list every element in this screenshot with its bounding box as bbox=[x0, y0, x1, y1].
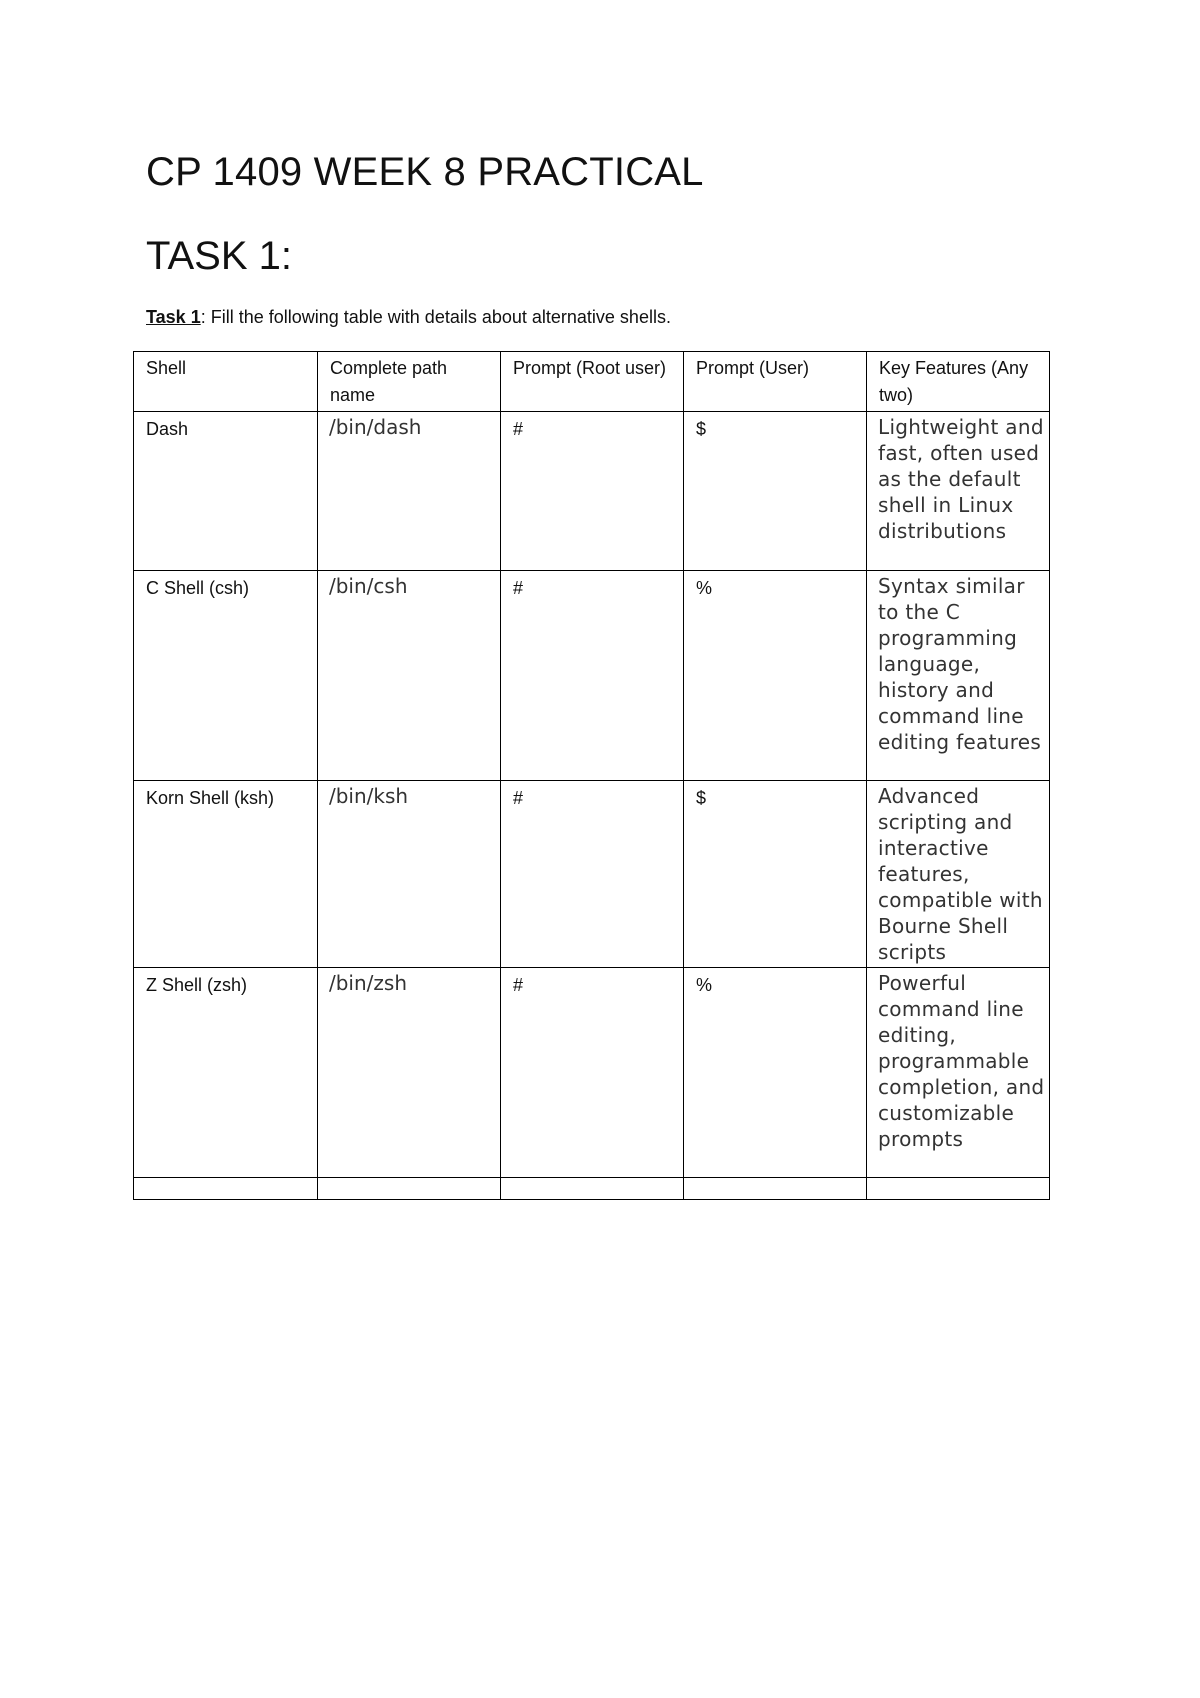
header-prompt-user: Prompt (User) bbox=[684, 352, 867, 412]
header-features: Key Features (Any two) bbox=[867, 352, 1050, 412]
path-cell: /bin/zsh bbox=[318, 968, 501, 1178]
path-cell: /bin/dash bbox=[318, 412, 501, 571]
document-title: CP 1409 WEEK 8 PRACTICAL bbox=[146, 150, 704, 194]
header-prompt-root: Prompt (Root user) bbox=[501, 352, 684, 412]
prompt-root-cell: # bbox=[501, 571, 684, 781]
prompt-root-cell: # bbox=[501, 412, 684, 571]
task-reference: Task 1 bbox=[146, 307, 201, 327]
table-row bbox=[134, 781, 1050, 968]
prompt-user-cell: % bbox=[684, 968, 867, 1178]
task-heading: TASK 1: bbox=[146, 234, 292, 278]
features-cell: Powerful command line editing, programmable completion, and customizable prompts bbox=[867, 968, 1050, 1178]
table-row bbox=[134, 412, 1050, 571]
empty-cell bbox=[867, 1178, 1050, 1200]
task-instruction bbox=[146, 307, 671, 329]
features-cell: Lightweight and fast, often used as the default shell in Linux distributions bbox=[867, 412, 1050, 571]
shell-name-cell: Dash bbox=[134, 412, 318, 571]
header-path: Complete path name bbox=[318, 352, 501, 412]
prompt-root-cell: # bbox=[501, 968, 684, 1178]
instruction-text: : Fill the following table with details about alternative shells. bbox=[200, 307, 671, 327]
shell-name-cell: C Shell (csh) bbox=[134, 571, 318, 781]
empty-cell bbox=[501, 1178, 684, 1200]
shells-table bbox=[133, 351, 1050, 1200]
empty-cell bbox=[684, 1178, 867, 1200]
empty-cell bbox=[318, 1178, 501, 1200]
prompt-root-cell: # bbox=[501, 781, 684, 968]
shell-name-cell: Korn Shell (ksh) bbox=[134, 781, 318, 968]
prompt-user-cell: $ bbox=[684, 781, 867, 968]
empty-table-row bbox=[134, 1178, 1050, 1200]
table-header-row bbox=[134, 352, 1050, 412]
prompt-user-cell: $ bbox=[684, 412, 867, 571]
path-cell: /bin/ksh bbox=[318, 781, 501, 968]
empty-cell bbox=[134, 1178, 318, 1200]
shell-name-cell: Z Shell (zsh) bbox=[134, 968, 318, 1178]
path-cell: /bin/csh bbox=[318, 571, 501, 781]
table-row bbox=[134, 571, 1050, 781]
features-cell: Advanced scripting and interactive features, compatible with Bourne Shell scripts bbox=[867, 781, 1050, 968]
prompt-user-cell: % bbox=[684, 571, 867, 781]
table-row bbox=[134, 968, 1050, 1178]
features-cell: Syntax similar to the C programming language, history and command line editing features bbox=[867, 571, 1050, 781]
header-shell: Shell bbox=[134, 352, 318, 412]
